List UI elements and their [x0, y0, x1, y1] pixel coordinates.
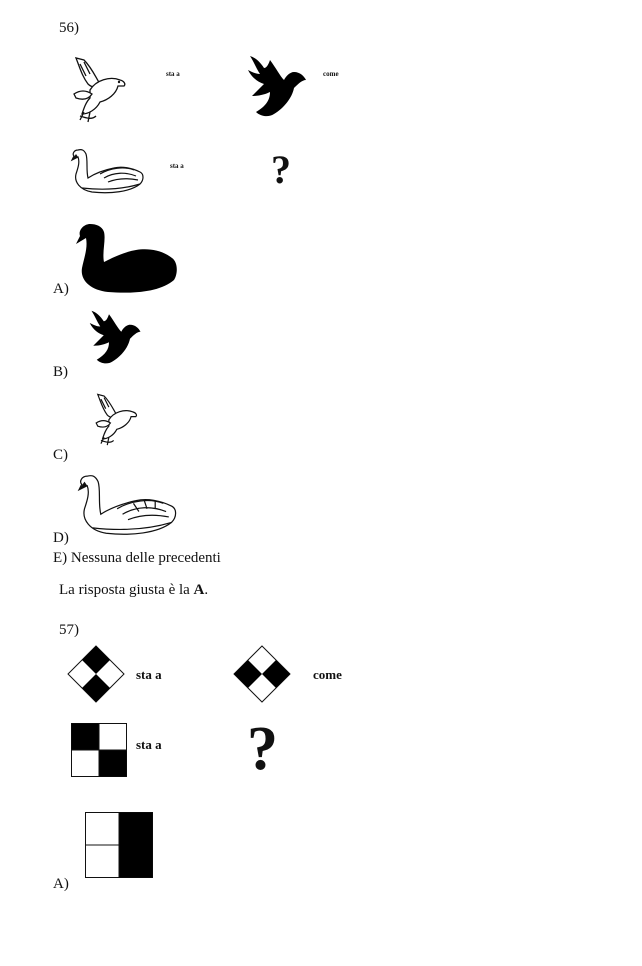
- option-b-black-dove-icon[interactable]: [88, 304, 144, 370]
- answer-suffix: .: [204, 582, 209, 598]
- option-a-square-grid-right-black-icon[interactable]: [85, 812, 153, 878]
- sta-a-label-57-2: sta a: [136, 737, 162, 752]
- white-dove-icon: [70, 54, 128, 124]
- come-label-57: come: [313, 667, 342, 682]
- answer-prefix: La risposta giusta è la: [59, 582, 194, 598]
- option-c-label[interactable]: C): [53, 447, 68, 463]
- option-b-label[interactable]: B): [53, 364, 68, 380]
- question-mark: ?: [271, 147, 291, 192]
- sta-a-label: sta a: [166, 70, 180, 78]
- square-grid-diagonal-black-icon: [71, 723, 127, 777]
- black-dove-icon: [246, 52, 310, 120]
- option-a-label[interactable]: A): [53, 281, 69, 297]
- diamond-left-right-black-icon: [233, 645, 291, 703]
- white-swan-icon: [70, 144, 146, 194]
- question-number-57: 57): [59, 622, 79, 638]
- diamond-top-bottom-black-icon: [67, 645, 125, 703]
- come-label: come: [323, 70, 339, 78]
- option-c-white-dove-icon[interactable]: [93, 390, 139, 448]
- answer-text: [59, 582, 208, 599]
- option-a-black-swan-icon[interactable]: [76, 222, 180, 294]
- option-e-label[interactable]: E) Nessuna delle precedenti: [53, 550, 221, 566]
- sta-a-label-2: sta a: [170, 162, 184, 170]
- question-number: 56): [59, 20, 79, 36]
- sta-a-label-57: sta a: [136, 667, 162, 682]
- answer-letter: A: [193, 582, 205, 598]
- option-a-label-57[interactable]: A): [53, 876, 69, 892]
- option-d-white-swan-icon[interactable]: [74, 468, 182, 536]
- option-d-label[interactable]: D): [53, 530, 69, 546]
- question-mark-57: ?: [247, 715, 278, 783]
